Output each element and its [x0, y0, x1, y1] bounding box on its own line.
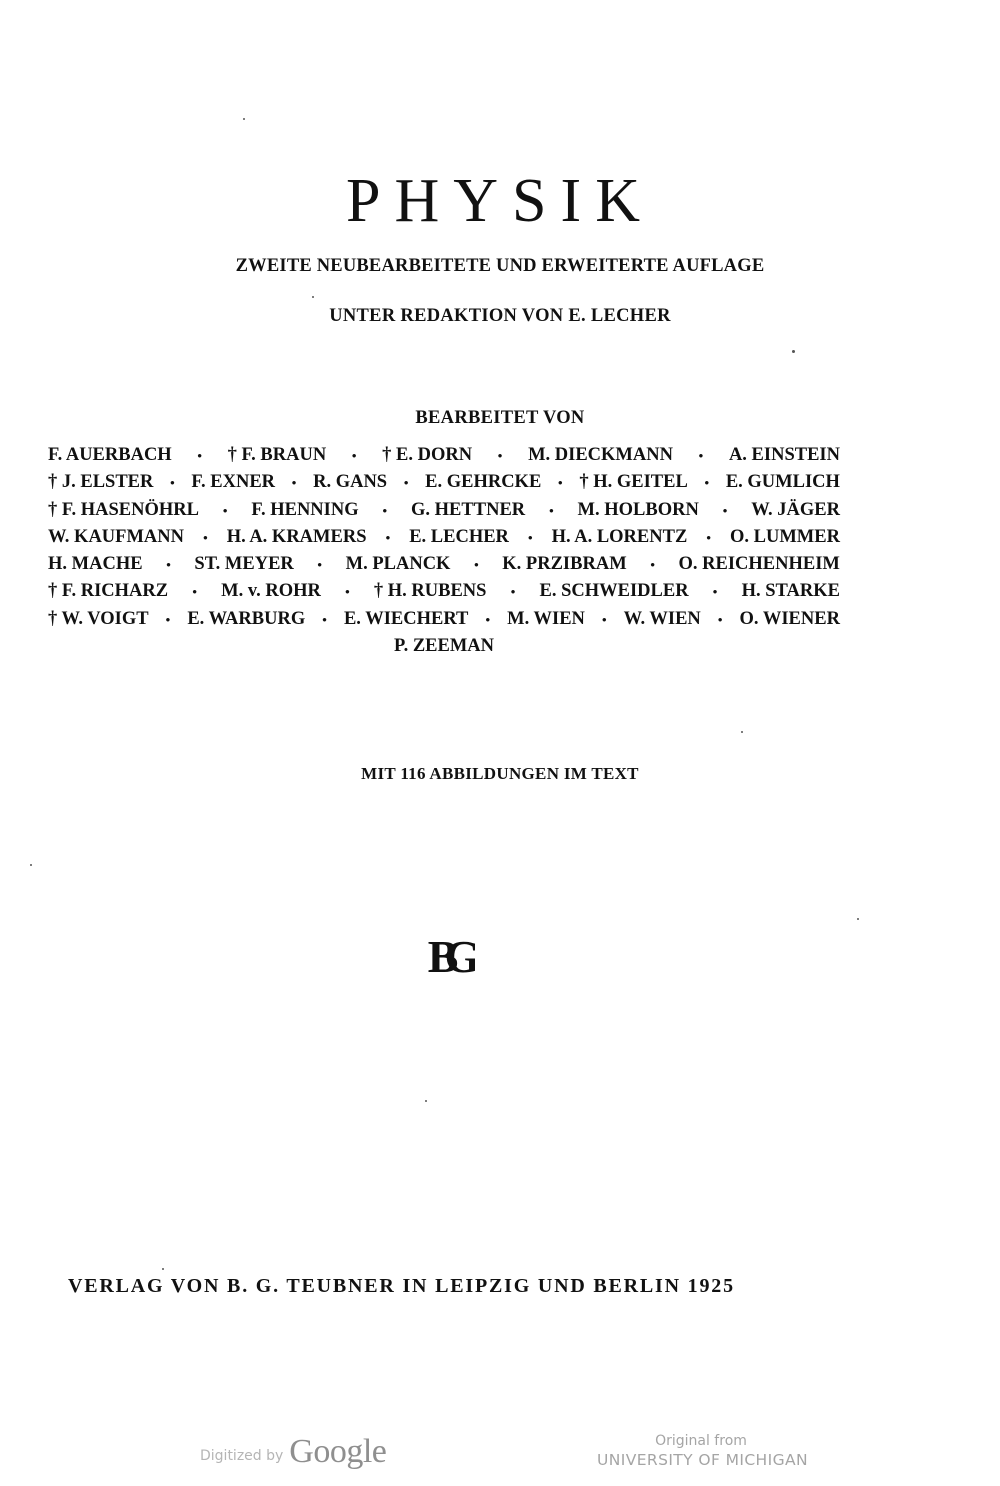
- author-name: K. PRZIBRAM: [502, 554, 627, 575]
- author-name: † F. HASENÖHRL: [48, 499, 199, 520]
- scan-speck: [312, 296, 314, 298]
- author-name: E. WARBURG: [187, 608, 306, 629]
- bullet-separator: •: [474, 557, 479, 573]
- author-name: P. ZEEMAN: [393, 636, 495, 657]
- google-logo: Google: [289, 1433, 387, 1470]
- edition-subtitle: ZWEITE NEUBEARBEITETE UND ERWEITERTE AUFLAGE: [235, 256, 765, 276]
- author-name: W. JÄGER: [751, 499, 840, 520]
- author-name: ST. MEYER: [194, 554, 294, 575]
- bullet-separator: •: [510, 584, 516, 600]
- bullet-separator: •: [192, 584, 197, 600]
- scan-speck: [30, 864, 32, 866]
- author-line: [48, 524, 840, 551]
- original-label: Original from: [655, 1433, 747, 1449]
- bullet-separator: •: [317, 557, 322, 573]
- author-name: H. A. KRAMERS: [226, 526, 367, 547]
- author-name: F. HENNING: [251, 499, 359, 520]
- author-name: M. HOLBORN: [577, 499, 699, 520]
- author-line: [48, 551, 840, 578]
- bullet-separator: •: [650, 557, 655, 573]
- scan-speck: [425, 1100, 427, 1102]
- authors-list: [48, 442, 840, 660]
- scan-speck: [792, 350, 795, 353]
- digitized-label: Digitized by: [200, 1448, 284, 1464]
- author-name: H. MACHE: [48, 554, 143, 575]
- scan-speck: [741, 731, 743, 733]
- bullet-separator: •: [322, 611, 327, 627]
- logo-letters: BG: [427, 932, 467, 978]
- author-name: F. AUERBACH: [48, 445, 172, 465]
- author-name: O. LUMMER: [729, 526, 840, 547]
- author-name: H. A. LORENTZ: [551, 526, 688, 547]
- author-name: † F. RICHARZ: [48, 581, 169, 602]
- bullet-separator: •: [485, 611, 491, 627]
- author-name: † W. VOIGT: [48, 608, 149, 629]
- bullet-separator: •: [497, 448, 503, 463]
- bullet-separator: •: [706, 529, 711, 545]
- teubner-monogram-icon: [419, 932, 475, 978]
- author-name: R. GANS: [313, 472, 388, 493]
- bullet-separator: •: [345, 584, 350, 600]
- bullet-separator: •: [203, 529, 208, 545]
- bullet-separator: •: [291, 475, 297, 491]
- author-name: E. LECHER: [409, 526, 509, 547]
- author-line: [48, 606, 840, 633]
- bullet-separator: •: [527, 529, 533, 545]
- bullet-separator: •: [170, 475, 175, 491]
- bullet-separator: •: [166, 557, 171, 573]
- bullet-separator: •: [722, 502, 728, 518]
- bullet-separator: •: [165, 611, 171, 627]
- author-name: † H. RUBENS: [373, 581, 487, 602]
- bullet-separator: •: [385, 529, 391, 545]
- author-name: O. REICHENHEIM: [678, 554, 840, 575]
- author-name: O. WIENER: [739, 608, 840, 629]
- bullet-separator: •: [382, 502, 388, 518]
- author-name: † J. ELSTER: [48, 472, 154, 493]
- bullet-separator: •: [704, 475, 710, 491]
- publisher-imprint: VERLAG VON B. G. TEUBNER IN LEIPZIG UND BERLIN 1925: [68, 1275, 735, 1297]
- bullet-separator: •: [403, 475, 409, 491]
- figures-note: MIT 116 ABBILDUNGEN IM TEXT: [361, 764, 639, 783]
- bullet-separator: •: [558, 475, 563, 491]
- author-name: H. STARKE: [741, 581, 840, 602]
- author-name: G. HETTNER: [411, 499, 526, 520]
- author-name: E. WIECHERT: [343, 608, 469, 629]
- author-name: M. WIEN: [507, 608, 585, 629]
- author-name: † E. DORN: [382, 445, 473, 465]
- bullet-separator: •: [549, 502, 554, 518]
- scan-speck: [857, 918, 859, 920]
- scan-speck: [243, 118, 245, 120]
- bullet-separator: •: [222, 502, 228, 518]
- author-name: M. v. ROHR: [221, 581, 321, 602]
- bullet-separator: •: [717, 611, 723, 627]
- authors-heading: BEARBEITET VON: [415, 408, 585, 428]
- digitized-by-watermark: [200, 1432, 386, 1472]
- author-name: E. SCHWEIDLER: [539, 581, 689, 602]
- author-name: † F. BRAUN: [227, 445, 327, 465]
- bullet-separator: •: [197, 448, 202, 463]
- original-source-watermark: [597, 1432, 808, 1470]
- author-name: W. KAUFMANN: [48, 526, 185, 547]
- editor-line: UNTER REDAKTION VON E. LECHER: [329, 306, 671, 326]
- page-title: PHYSIK: [346, 167, 654, 235]
- author-line: [48, 442, 840, 469]
- author-name: W. WIEN: [623, 608, 701, 629]
- bullet-separator: •: [351, 448, 357, 463]
- author-line: [48, 497, 840, 524]
- bullet-separator: •: [698, 448, 704, 463]
- author-name: † H. GEITEL: [579, 472, 688, 493]
- scan-speck: [162, 1268, 164, 1270]
- bullet-separator: •: [712, 584, 718, 600]
- author-name: M. PLANCK: [345, 554, 451, 575]
- author-name: M. DIECKMANN: [528, 445, 673, 465]
- author-name: F. EXNER: [191, 472, 276, 493]
- author-line: [48, 469, 840, 496]
- author-name: E. GUMLICH: [725, 472, 840, 493]
- author-name: A. EINSTEIN: [728, 445, 840, 465]
- bullet-separator: •: [602, 611, 607, 627]
- author-name: E. GEHRCKE: [425, 472, 542, 493]
- original-source: UNIVERSITY OF MICHIGAN: [597, 1451, 808, 1469]
- author-line: [48, 633, 840, 660]
- author-line: [48, 578, 840, 605]
